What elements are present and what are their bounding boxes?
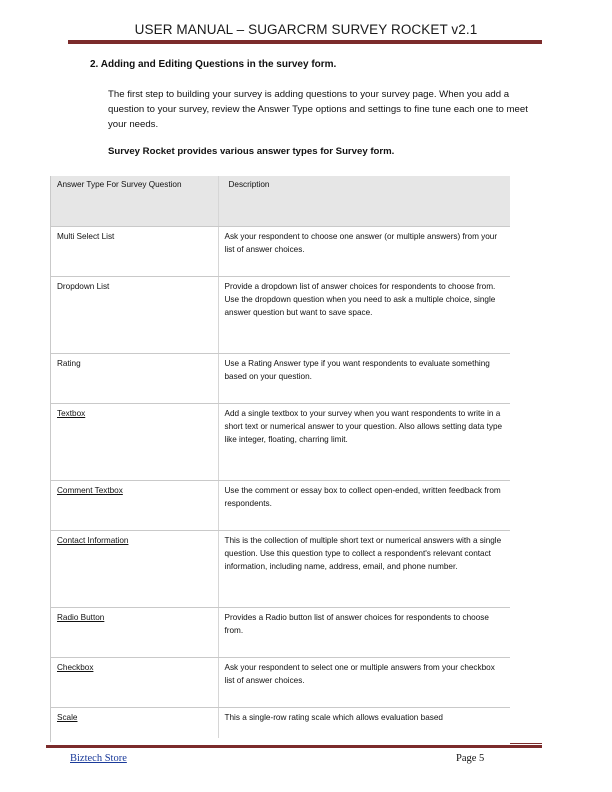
description-cell: Use the comment or essay box to collect open-ended, written feedback from respondents. — [218, 481, 510, 531]
table-row — [51, 354, 510, 404]
section-heading: 2. Adding and Editing Questions in the survey form. — [90, 59, 337, 70]
page-header-title: USER MANUAL – SUGARCRM SURVEY ROCKET v2.1 — [134, 22, 478, 37]
table-header-row — [51, 176, 510, 227]
answer-type-link[interactable]: Checkbox — [51, 658, 218, 708]
table-row — [51, 658, 510, 708]
description-cell: Provides a Radio button list of answer choices for respondents to choose from. — [218, 608, 510, 658]
description-cell: Provide a dropdown list of answer choices for respondents to choose from. Use the dropdown question when you need to ask a multiple choice, single answer question but want to save space. — [218, 277, 510, 354]
answer-type-link[interactable]: Textbox — [51, 404, 218, 481]
table-row — [51, 227, 510, 277]
answer-type-link[interactable]: Scale — [51, 708, 218, 738]
header-rule — [68, 40, 542, 44]
table-row — [51, 531, 510, 608]
answer-types-table — [51, 176, 510, 738]
answer-type-link[interactable]: Contact Information — [51, 531, 218, 608]
answer-type-cell: Rating — [51, 354, 218, 404]
description-cell: Ask your respondent to select one or multiple answers from your checkbox list of answer choices. — [218, 658, 510, 708]
table-row — [51, 608, 510, 658]
footer-rule — [46, 745, 542, 748]
answer-type-link[interactable]: Comment Textbox — [51, 481, 218, 531]
description-cell: Add a single textbox to your survey when you want respondents to write in a short text or numerical answer to your question. Also allows setting data type like integer, floating, charring limit. — [218, 404, 510, 481]
description-cell: This a single-row rating scale which allows evaluation based — [224, 713, 443, 722]
footer-company-link[interactable]: Biztech Store — [70, 753, 127, 764]
header-answer-type: Answer Type For Survey Question — [51, 176, 218, 227]
table-row — [51, 404, 510, 481]
intro-paragraph: The first step to building your survey is adding questions to your survey page. When you add a question to your survey, review the Answer Type options and settings to fine tune each one to meet your needs. — [108, 89, 528, 130]
description-cell: Use a Rating Answer type if you want respondents to evaluate something based on your question. — [218, 354, 510, 404]
answer-type-cell: Multi Select List — [51, 227, 218, 277]
description-cell: Ask your respondent to choose one answer (or multiple answers) from your list of answer choices. — [218, 227, 510, 277]
table-row — [51, 708, 510, 738]
table-row — [51, 481, 510, 531]
answer-types-intro: Survey Rocket provides various answer types for Survey form. — [108, 146, 395, 157]
description-cell: This is the collection of multiple short text or numerical answers with a single question. Use this question type to collect a respondent's relevant contact information, including name, address, email, and phone number. — [218, 531, 510, 608]
header-description: Description — [218, 176, 510, 227]
answer-type-link[interactable]: Radio Button — [51, 608, 218, 658]
table-row — [51, 277, 510, 354]
footer-rule-accent — [510, 743, 542, 744]
answer-type-cell: Dropdown List — [51, 277, 218, 354]
page-number: Page 5 — [456, 753, 485, 764]
